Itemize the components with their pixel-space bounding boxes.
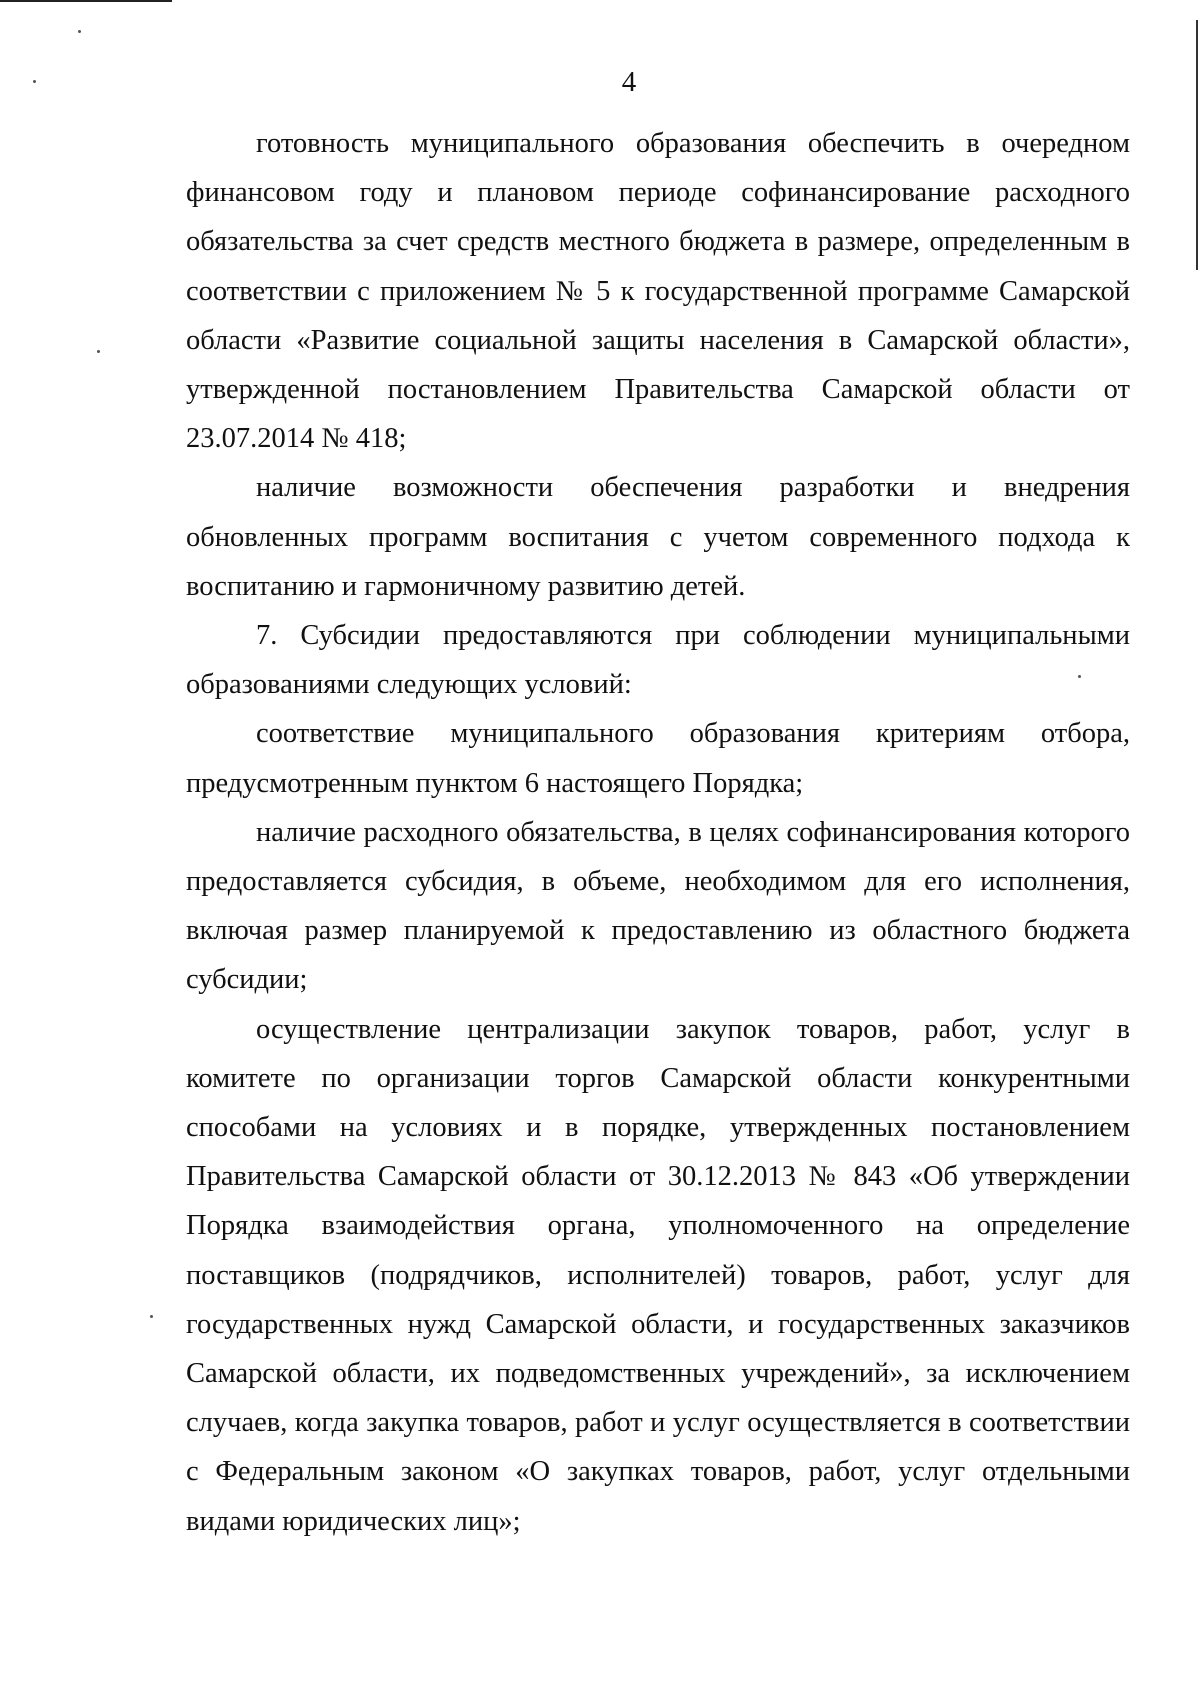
paragraph: готовность муниципального образования обеспечить в очередном финансовом году и плановом периоде софинансирование расходного обязательства за счет средств местного бюджета в размере, определенным в соответствии с приложением № 5 к государственной программе Самарской области «Развитие социальной защиты населения в Самарской области», утвержденной постановлением Правительства Самарской области от 23.07.2014 № 418; <box>186 128 1130 455</box>
document-body <box>186 119 1130 1546</box>
paragraph: наличие возможности обеспечения разработки и внедрения обновленных программ воспитания с учетом современного подхода к воспитанию и гармоничному развитию детей. <box>186 472 1130 602</box>
paragraph: соответствие муниципального образования критериям отбора, предусмотренным пунктом 6 настоящего Порядка; <box>186 718 1130 799</box>
paragraph: осуществление централизации закупок товаров, работ, услуг в комитете по организации торгов Самарской области конкурентными способами на условиях и в порядке, утвержденных постановлением Правительства Самарской области от 30.12.2013 № 843 «Об утверждении Порядка взаимодействия органа, уполномоченного на определение поставщиков (подрядчиков, исполнителей) товаров, работ, услуг для государственных нужд Самарской области, и государственных заказчиков Самарской области, их подведомственных учреждений», за исключением случаев, когда закупка товаров, работ и услуг осуществляется в соответствии с Федеральным законом «О закупках товаров, работ, услуг отдельными видами юридических лиц»; <box>186 1013 1130 1537</box>
scan-speck <box>97 350 100 353</box>
scan-speck <box>150 1315 153 1318</box>
paragraph: наличие расходного обязательства, в целях софинансирования которого предоставляется субсидия, в объеме, необходимом для его исполнения, включая размер планируемой к предоставлению из областного бюджета субсидии; <box>186 816 1130 996</box>
scan-speck <box>78 30 81 33</box>
page-number: 4 <box>621 66 637 98</box>
scan-edge-right <box>1196 20 1198 270</box>
scan-edge-top <box>0 0 172 2</box>
paragraph: 7. Субсидии предоставляются при соблюдении муниципальными образованиями следующих условий: <box>186 620 1130 701</box>
